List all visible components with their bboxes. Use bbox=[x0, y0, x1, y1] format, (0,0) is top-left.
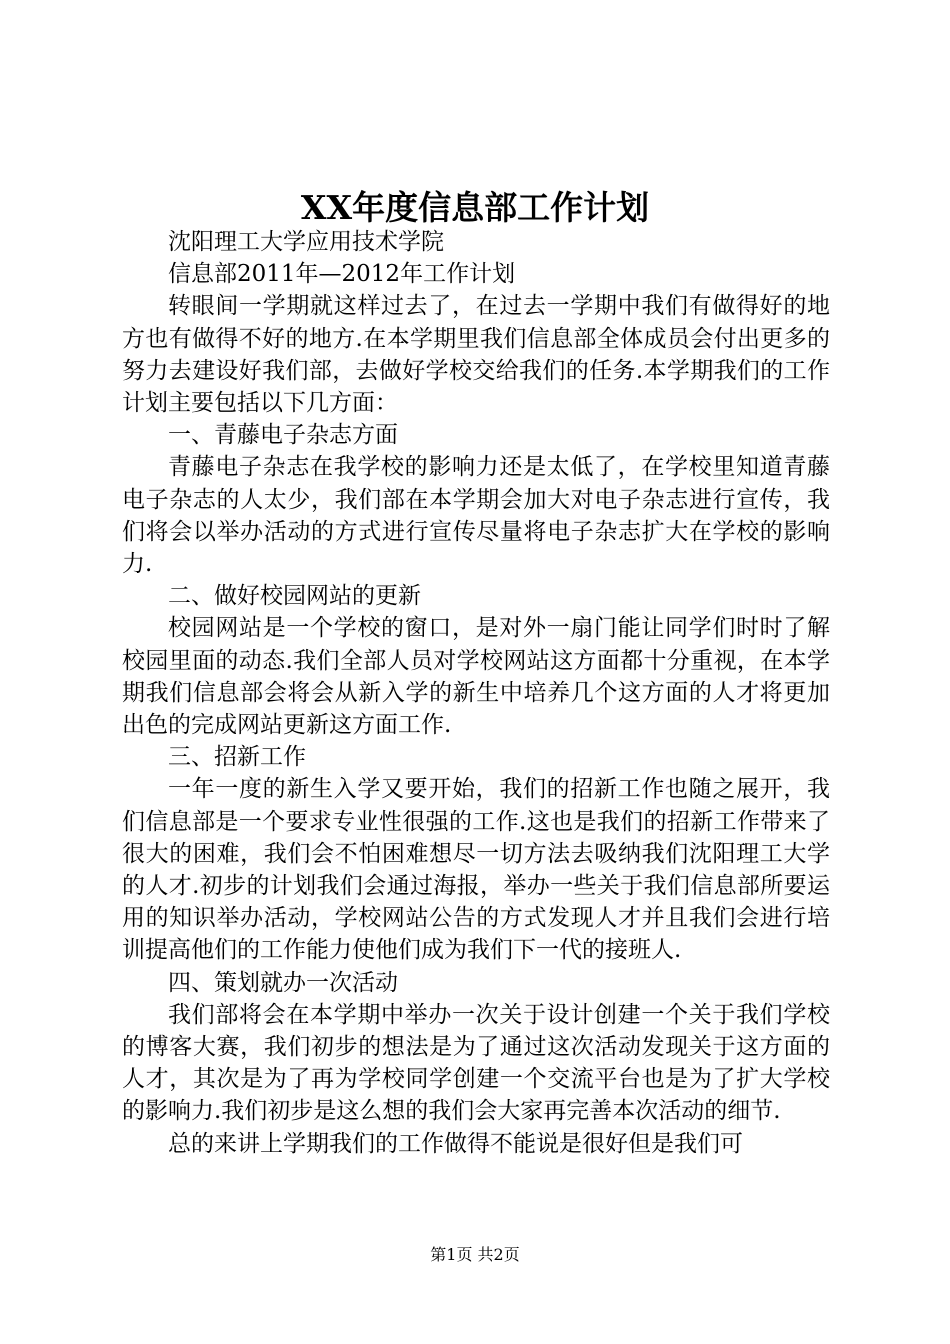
paragraph: 一年一度的新生入学又要开始，我们的招新工作也随之展开，我们信息部是一个要求专业性很强的工作.这也是我们的招新工作带来了很大的困难，我们会不怕困难想尽一切方法去吸纳我们沈阳理工大学的人才.初步的计划我们会通过海报，举办一些关于我们信息部所要运用的知识举办活动，学校网站公告的方式发现人才并且我们会进行培训提高他们的工作能力使他们成为我们下一代的接班人. bbox=[122, 776, 830, 964]
paragraph: 沈阳理工大学应用技术学院 bbox=[168, 229, 444, 255]
paragraph: 青藤电子杂志在我学校的影响力还是太低了，在学校里知道青藤电子杂志的人太少，我们部在本学期会加大对电子杂志进行宣传，我们将会以举办活动的方式进行宣传尽量将电子杂志扩大在学校的影响力. bbox=[122, 454, 830, 578]
paragraph: 总的来讲上学期我们的工作做得不能说是很好但是我们可 bbox=[168, 1130, 743, 1157]
paragraph: 转眼间一学期就这样过去了，在过去一学期中我们有做得好的地方也有做得不好的地方.在本学期里我们信息部全体成员会付出更多的努力去建设好我们部，去做好学校交给我们的任务.本学期我们的工作计划主要包括以下几方面： bbox=[122, 293, 830, 417]
document-title: XX年度信息部工作计划 bbox=[300, 188, 650, 227]
document-body bbox=[122, 226, 830, 1160]
section-heading: 一、青藤电子杂志方面 bbox=[168, 422, 398, 449]
section-heading: 二、做好校园网站的更新 bbox=[168, 583, 421, 610]
paragraph: 我们部将会在本学期中举办一次关于设计创建一个关于我们学校的博客大赛，我们初步的想法是为了通过这次活动发现关于这方面的人才，其次是为了再为学校同学创建一个交流平台也是为了扩大学校的影响力.我们初步是这么想的我们会大家再完善本次活动的细节. bbox=[122, 1001, 830, 1125]
paragraph: 校园网站是一个学校的窗口，是对外一扇门能让同学们时时了解校园里面的动态.我们全部人员对学校网站这方面都十分重视，在本学期我们信息部会将会从新入学的新生中培养几个这方面的人才将更加出色的完成网站更新这方面工作. bbox=[122, 615, 830, 739]
page-number-footer: 第1页 共2页 bbox=[430, 1245, 520, 1264]
section-heading: 三、招新工作 bbox=[168, 744, 306, 771]
paragraph: 信息部2011年—2012年工作计划 bbox=[168, 261, 516, 288]
section-heading: 四、策划就办一次活动 bbox=[168, 969, 398, 996]
